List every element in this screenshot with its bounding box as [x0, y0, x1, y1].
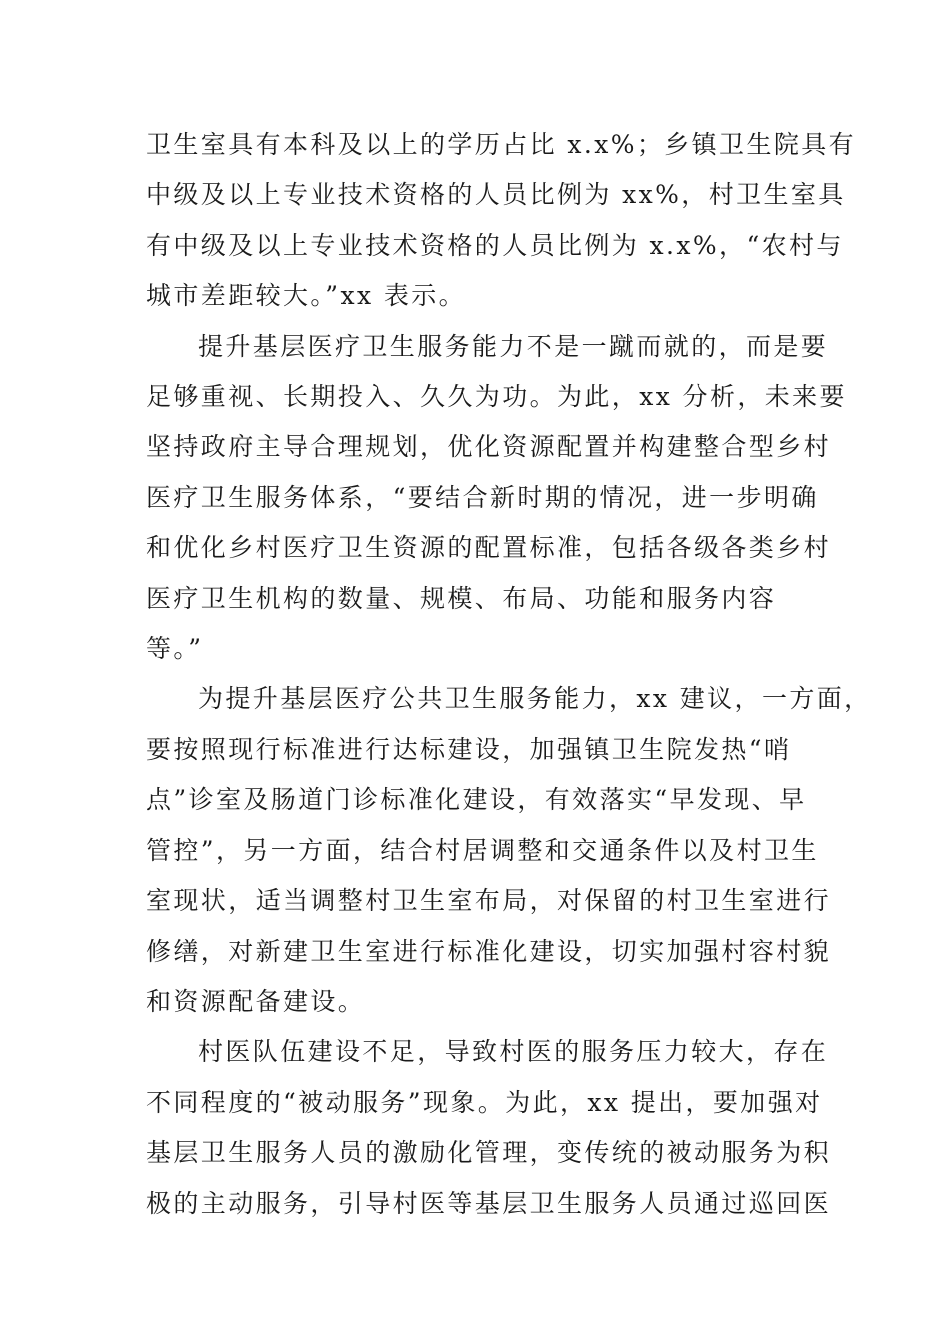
text-line: 医疗卫生服务体系，“要结合新时期的情况，进一步明确 [146, 482, 819, 512]
text-line: 医疗卫生机构的数量、规模、布局、功能和服务内容 [146, 583, 777, 613]
text-line: 室现状，适当调整村卫生室布局，对保留的村卫生室进行 [146, 886, 832, 916]
text-line: 城市差距较大。”xx 表示。 [146, 281, 467, 311]
text-line: 管控”，另一方面，结合村居调整和交通条件以及村卫生 [146, 835, 819, 865]
text-line: 基层卫生服务人员的激励化管理，变传统的被动服务为积 [146, 1138, 832, 1168]
text-line: 等。” [146, 634, 204, 664]
text-line: 坚持政府主导合理规划，优化资源配置并构建整合型乡村 [146, 432, 832, 462]
text-line: 不同程度的“被动服务”现象。为此，xx 提出，要加强对 [146, 1087, 823, 1117]
text-line: 要按照现行标准进行达标建设，加强镇卫生院发热“哨 [146, 734, 792, 764]
text-line: 村医队伍建设不足，导致村医的服务压力较大，存在 [198, 1037, 829, 1067]
text-line: 和资源配备建设。 [146, 986, 366, 1016]
text-line: 极的主动服务，引导村医等基层卫生服务人员通过巡回医 [146, 1188, 832, 1218]
text-line: 和优化乡村医疗卫生资源的配置标准，包括各级各类乡村 [146, 533, 832, 563]
paragraph-1 [146, 120, 857, 322]
text-line: 中级及以上专业技术资格的人员比例为 xx%，村卫生室具 [146, 180, 846, 210]
document-body [146, 120, 872, 1229]
text-line: 有中级及以上专业技术资格的人员比例为 x.x%，“农村与 [146, 230, 844, 260]
text-line: 提升基层医疗卫生服务能力不是一蹴而就的，而是要 [198, 331, 829, 361]
text-line: 足够重视、长期投入、久久为功。为此，xx 分析，未来要 [146, 382, 847, 412]
text-line: 修缮，对新建卫生室进行标准化建设，切实加强村容村貌 [146, 936, 832, 966]
text-line: 卫生室具有本科及以上的学历占比 x.x%；乡镇卫生院具有 [146, 130, 857, 159]
paragraph-2 [146, 322, 847, 675]
paragraph-4 [146, 1027, 832, 1229]
text-line: 为提升基层医疗公共卫生服务能力，xx 建议，一方面， [198, 684, 872, 714]
paragraph-3 [146, 674, 872, 1027]
text-line: 点”诊室及肠道门诊标准化建设，有效落实“早发现、早 [146, 785, 807, 815]
